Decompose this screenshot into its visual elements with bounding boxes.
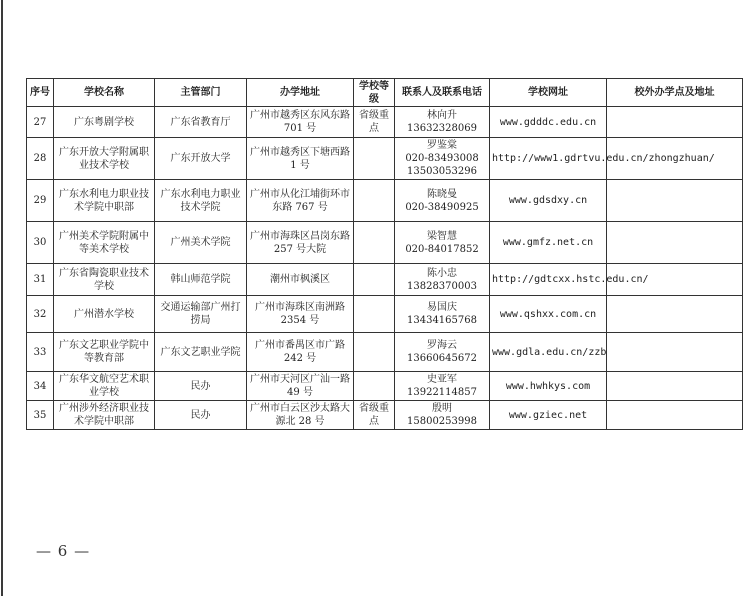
contact-name: 陈小忠 xyxy=(427,267,457,279)
school-name: 广东文艺职业学院中等教育部 xyxy=(54,333,155,372)
school-website[interactable]: http://www1.gdrtvu.edu.cn/zhongzhuan/ xyxy=(490,138,607,180)
school-website[interactable]: www.gziec.net xyxy=(490,401,607,430)
contact-name: 陈晓曼 xyxy=(427,188,457,200)
header-cell-branch: 校外办学点及地址 xyxy=(607,79,743,107)
school-level: 省级重点 xyxy=(354,401,395,430)
address: 广州市白云区沙太路大源北 28 号 xyxy=(247,401,354,430)
school-level xyxy=(354,180,395,222)
contact-phone: 15800253998 xyxy=(407,416,477,427)
address: 广州市海珠区南洲路 2354 号 xyxy=(247,296,354,333)
school-website[interactable]: www.qshxx.com.cn xyxy=(490,296,607,333)
school-website[interactable]: www.gmfz.net.cn xyxy=(490,222,607,264)
contact-cell xyxy=(395,107,490,138)
table-row xyxy=(27,107,743,138)
contact-cell xyxy=(395,222,490,264)
department: 交通运输部广州打捞局 xyxy=(155,296,247,333)
school-name: 广州美术学院附属中等美术学校 xyxy=(54,222,155,264)
contact-phone: 13660645672 xyxy=(407,353,477,364)
department: 广东开放大学 xyxy=(155,138,247,180)
header-cell-address: 办学地址 xyxy=(247,79,354,107)
department: 民办 xyxy=(155,401,247,430)
contact-phone: 020-38490925 xyxy=(405,201,479,213)
table-row xyxy=(27,401,743,430)
contact-name: 殷明 xyxy=(432,403,452,414)
address: 广州市从化江埔街环市东路 767 号 xyxy=(247,180,354,222)
school-name: 广东水利电力职业技术学院中职部 xyxy=(54,180,155,222)
schools-table xyxy=(26,78,743,430)
table-row xyxy=(27,296,743,333)
school-name: 广州潜水学校 xyxy=(54,296,155,333)
contact-phone: 020-84017852 xyxy=(405,243,479,255)
row-number: 30 xyxy=(27,222,54,264)
contact-name: 梁智慧 xyxy=(427,230,457,242)
school-website[interactable]: www.gdsdxy.cn xyxy=(490,180,607,222)
branch-address xyxy=(607,107,743,138)
school-website[interactable]: www.gdla.edu.cn/zzb xyxy=(490,333,607,372)
row-number: 31 xyxy=(27,264,54,296)
department: 民办 xyxy=(155,372,247,401)
row-number: 27 xyxy=(27,107,54,138)
table-row xyxy=(27,138,743,180)
branch-address xyxy=(607,296,743,333)
row-number: 29 xyxy=(27,180,54,222)
table-row xyxy=(27,180,743,222)
row-number: 33 xyxy=(27,333,54,372)
branch-address xyxy=(607,401,743,430)
page-number: — 6 — xyxy=(36,542,91,560)
contact-cell xyxy=(395,264,490,296)
school-name: 广东省陶瓷职业技术学校 xyxy=(54,264,155,296)
branch-address xyxy=(607,372,743,401)
address: 广州市天河区广汕一路 49 号 xyxy=(247,372,354,401)
header-cell-school-name: 学校名称 xyxy=(54,79,155,107)
school-name: 广东开放大学附属职业技术学校 xyxy=(54,138,155,180)
school-website[interactable]: http://gdtcxx.hstc.edu.cn/ xyxy=(490,264,607,296)
department: 广州美术学院 xyxy=(155,222,247,264)
contact-name: 林向升 xyxy=(427,110,457,121)
school-website[interactable]: www.gdddc.edu.cn xyxy=(490,107,607,138)
page-edge xyxy=(1,0,3,596)
department: 韩山师范学院 xyxy=(155,264,247,296)
contact-phone: 13828370003 xyxy=(407,280,477,292)
contact-name: 易国庆 xyxy=(427,302,457,313)
school-name: 广东华文航空艺术职业学校 xyxy=(54,372,155,401)
contact-cell xyxy=(395,401,490,430)
department: 广东水利电力职业技术学院 xyxy=(155,180,247,222)
contact-phone: 020-83493008 13503053296 xyxy=(405,153,479,177)
header-cell-level: 学校等级 xyxy=(354,79,395,107)
school-level xyxy=(354,138,395,180)
contact-phone: 13632328069 xyxy=(407,123,477,134)
header-cell-department: 主管部门 xyxy=(155,79,247,107)
branch-address xyxy=(607,222,743,264)
school-level xyxy=(354,222,395,264)
department: 广东文艺职业学院 xyxy=(155,333,247,372)
school-name: 广东粤剧学校 xyxy=(54,107,155,138)
contact-cell xyxy=(395,138,490,180)
school-level xyxy=(354,333,395,372)
table-row xyxy=(27,264,743,296)
school-level xyxy=(354,296,395,333)
contact-name: 罗海云 xyxy=(427,340,457,351)
table-row xyxy=(27,333,743,372)
contact-phone: 13922114857 xyxy=(407,387,477,398)
contact-cell xyxy=(395,372,490,401)
contact-phone: 13434165768 xyxy=(407,315,477,326)
table-row xyxy=(27,222,743,264)
branch-address xyxy=(607,333,743,372)
header-cell-website: 学校网址 xyxy=(490,79,607,107)
contact-name: 史亚军 xyxy=(427,374,457,385)
school-name: 广州涉外经济职业技术学院中职部 xyxy=(54,401,155,430)
school-level xyxy=(354,264,395,296)
row-number: 28 xyxy=(27,138,54,180)
header-row xyxy=(27,79,743,107)
address: 广州市越秀区下塘西路 1 号 xyxy=(247,138,354,180)
row-number: 35 xyxy=(27,401,54,430)
school-level: 省级重点 xyxy=(354,107,395,138)
branch-address xyxy=(607,180,743,222)
school-website[interactable]: www.hwhkys.com xyxy=(490,372,607,401)
address: 广州市番禺区市广路 242 号 xyxy=(247,333,354,372)
address: 广州市越秀区东风东路 701 号 xyxy=(247,107,354,138)
school-level xyxy=(354,372,395,401)
department: 广东省教育厅 xyxy=(155,107,247,138)
contact-cell xyxy=(395,296,490,333)
table-row xyxy=(27,372,743,401)
address: 广州市海珠区昌岗东路 257 号大院 xyxy=(247,222,354,264)
row-number: 32 xyxy=(27,296,54,333)
header-cell-contact: 联系人及联系电话 xyxy=(395,79,490,107)
address: 潮州市枫溪区 xyxy=(247,264,354,296)
contact-cell xyxy=(395,333,490,372)
contact-name: 罗鉴棠 xyxy=(427,140,457,151)
contact-cell xyxy=(395,180,490,222)
header-cell-number: 序号 xyxy=(27,79,54,107)
row-number: 34 xyxy=(27,372,54,401)
